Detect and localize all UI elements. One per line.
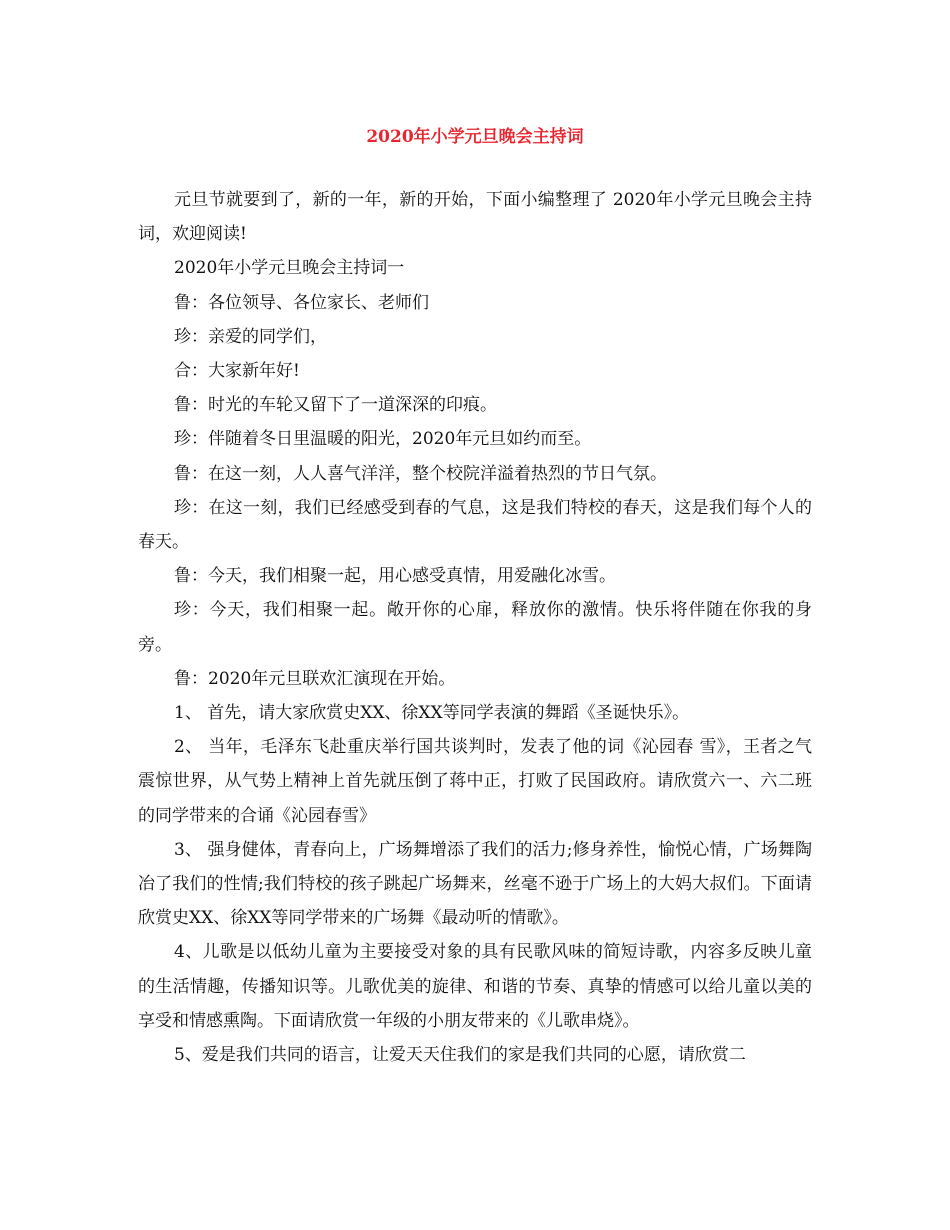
program-item: 1、 首先，请大家欣赏史XX、徐XX等同学表演的舞蹈《圣诞快乐》。 xyxy=(174,703,690,724)
dialogue-line: 鲁：在这一刻，人人喜气洋洋，整个校院洋溢着热烈的节日气氛。 xyxy=(174,463,667,484)
paragraph-intro: 元旦节就要到了，新的一年，新的开始，下面小编整理了 2020年小学元旦晚会主持词，欢迎阅读! xyxy=(138,190,812,245)
dialogue-line: 鲁：时光的车轮又留下了一道深深的印痕。 xyxy=(174,395,497,416)
program-item: 2、 当年，毛泽东飞赴重庆举行国共谈判时，发表了他的词《沁园春 雪》，王者之气震惊世界，从气势上精神上首先就压倒了蒋中正，打败了民国政府。请欣赏六一、六二班的同学带来的合诵《沁园春雪》 xyxy=(138,737,812,826)
dialogue-line: 鲁：各位领导、各位家长、老师们 xyxy=(174,292,429,313)
dialogue-line: 珍：今天，我们相聚一起。敞开你的心扉，释放你的激情。快乐将伴随在你我的身旁。 xyxy=(138,600,812,655)
dialogue-line: 珍：伴随着冬日里温暖的阳光，2020年元旦如约而至。 xyxy=(174,429,592,450)
section-heading: 2020年小学元旦晚会主持词一 xyxy=(174,258,405,279)
dialogue-line: 鲁：今天，我们相聚一起，用心感受真情，用爱融化冰雪。 xyxy=(174,566,616,587)
dialogue-line: 合：大家新年好! xyxy=(174,361,300,382)
program-item: 5、爱是我们共同的语言，让爱天天住我们的家是我们共同的心愿，请欣赏二 xyxy=(174,1045,746,1066)
dialogue-line: 珍：亲爱的同学们， xyxy=(174,326,327,347)
dialogue-line: 珍：在这一刻，我们已经感受到春的气息，这是我们特校的春天，这是我们每个人的春天。 xyxy=(138,497,812,553)
program-item: 4、儿歌是以低幼儿童为主要接受对象的具有民歌风味的简短诗歌，内容多反映儿童的生活情趣，传播知识等。儿歌优美的旋律、和谐的节奏、真挚的情感可以给儿童以美的享受和情感熏陶。下面请欣赏一年级的小朋友带来的《儿歌串烧》。 xyxy=(138,942,812,1031)
document-body xyxy=(138,183,812,1072)
program-item: 3、 强身健体，青春向上，广场舞增添了我们的活力;修身养性，愉悦心情，广场舞陶冶了我们的性情;我们特校的孩子跳起广场舞来，丝毫不逊于广场上的大妈大叔们。下面请欣赏史XX、徐XX等同学带来的广场舞《最动听的情歌》。 xyxy=(138,839,812,929)
dialogue-line: 鲁：2020年元旦联欢汇演现在开始。 xyxy=(174,668,456,689)
document-title: 2020年小学元旦晚会主持词 xyxy=(366,127,584,147)
